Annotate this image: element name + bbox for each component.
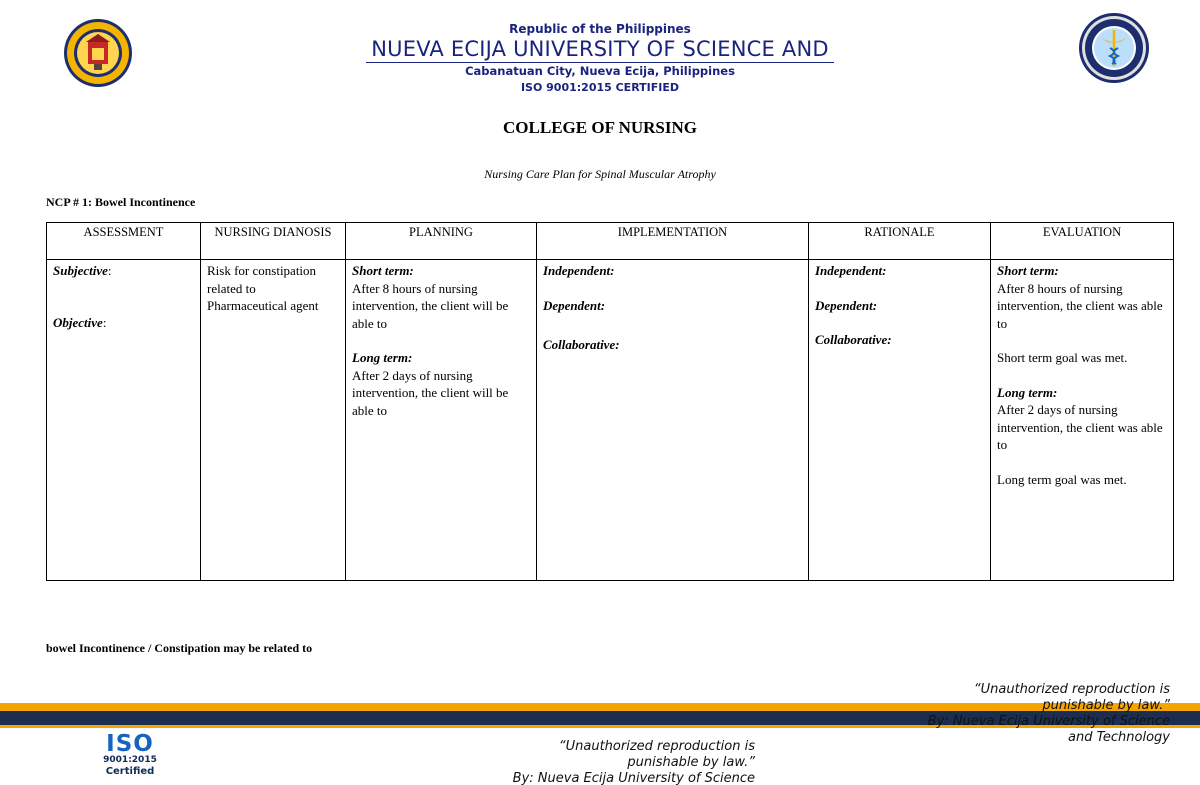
- university-name: NUEVA ECIJA UNIVERSITY OF SCIENCE AND: [371, 37, 829, 61]
- footer-center-line2: punishable by law.”: [627, 755, 755, 770]
- rationale-collaborative: Collaborative:: [815, 332, 892, 347]
- implementation-cell: [537, 260, 809, 581]
- college-title: COLLEGE OF NURSING: [503, 118, 697, 137]
- header-implementation: IMPLEMENTATION: [537, 223, 809, 260]
- rationale-dependent: Dependent:: [815, 297, 878, 313]
- iso-logo-text: ISO: [106, 731, 154, 757]
- evaluation-long-term-label: Long term:: [997, 384, 1058, 400]
- footer-notice-line2: punishable by law.”: [1042, 698, 1170, 713]
- implementation-independent: Independent:: [543, 263, 615, 278]
- evaluation-cell: [991, 260, 1174, 581]
- table-header-row: [47, 223, 1174, 260]
- footer-by-line2: and Technology: [1067, 730, 1170, 745]
- footer-notice-line1: “Unauthorized reproduction is: [973, 682, 1170, 697]
- nursing-care-plan-table: [46, 222, 1174, 581]
- footer-center-line1: “Unauthorized reproduction is: [558, 739, 755, 754]
- table-row: [47, 260, 1174, 581]
- header-planning: PLANNING: [346, 223, 537, 260]
- planning-long-term-text: After 2 days of nursing intervention, the client will be able to: [352, 367, 509, 418]
- planning-short-term-label: Short term:: [352, 263, 414, 278]
- university-location: Cabanatuan City, Nueva Ecija, Philippines: [465, 64, 735, 78]
- header-evaluation: EVALUATION: [991, 223, 1174, 260]
- evaluation-long-term-text: After 2 days of nursing intervention, the client was able to: [997, 402, 1163, 452]
- iso-certified-line: ISO 9001:2015 CERTIFIED: [520, 81, 680, 94]
- evaluation-short-term-result: Short term goal was met.: [997, 350, 1128, 365]
- footer-by-line1: By: Nueva Ecija University of Science: [927, 714, 1170, 729]
- planning-long-term-label: Long term:: [352, 350, 413, 365]
- planning-short-term-text: After 8 hours of nursing intervention, the client will be able to: [352, 280, 509, 331]
- implementation-collaborative: Collaborative:: [543, 337, 620, 352]
- evaluation-long-term-result: Long term goal was met.: [997, 471, 1127, 487]
- objective-label: Objective: [53, 314, 103, 330]
- ncp-label: NCP # 1: Bowel Incontinence: [46, 195, 196, 209]
- header-assessment: ASSESSMENT: [47, 223, 201, 260]
- rationale-cell: [809, 260, 991, 581]
- planning-cell: [346, 260, 537, 581]
- iso-certified-logo: [100, 733, 160, 781]
- header-rationale: RATIONALE: [809, 223, 991, 260]
- iso-logo-standard: 9001:2015: [103, 755, 157, 765]
- header-nursing-diagnosis: NURSING DIANOSIS: [201, 223, 346, 260]
- header-rule: [366, 62, 834, 63]
- footer-notice-right: [820, 682, 1170, 746]
- republic-heading: Republic of the Philippines: [509, 22, 691, 36]
- footer-center-line3: By: Nueva Ecija University of Science: [512, 771, 755, 785]
- related-factors-note: bowel Incontinence / Constipation may be related to: [46, 641, 313, 655]
- diagnosis-cell: Risk for constipation related to Pharmaceutical agent: [201, 260, 346, 581]
- subjective-label: Subjective: [53, 263, 108, 278]
- document-subtitle: Nursing Care Plan for Spinal Muscular Atrophy: [484, 167, 716, 181]
- iso-logo-certified: Certified: [105, 766, 155, 777]
- assessment-cell: Subjective: Objective:: [47, 260, 201, 581]
- rationale-independent: Independent:: [815, 263, 887, 278]
- implementation-dependent: Dependent:: [543, 297, 606, 313]
- footer-notice-center: [455, 739, 755, 785]
- evaluation-short-term-text: After 8 hours of nursing intervention, the client was able to: [997, 280, 1163, 331]
- evaluation-short-term-label: Short term:: [997, 263, 1059, 278]
